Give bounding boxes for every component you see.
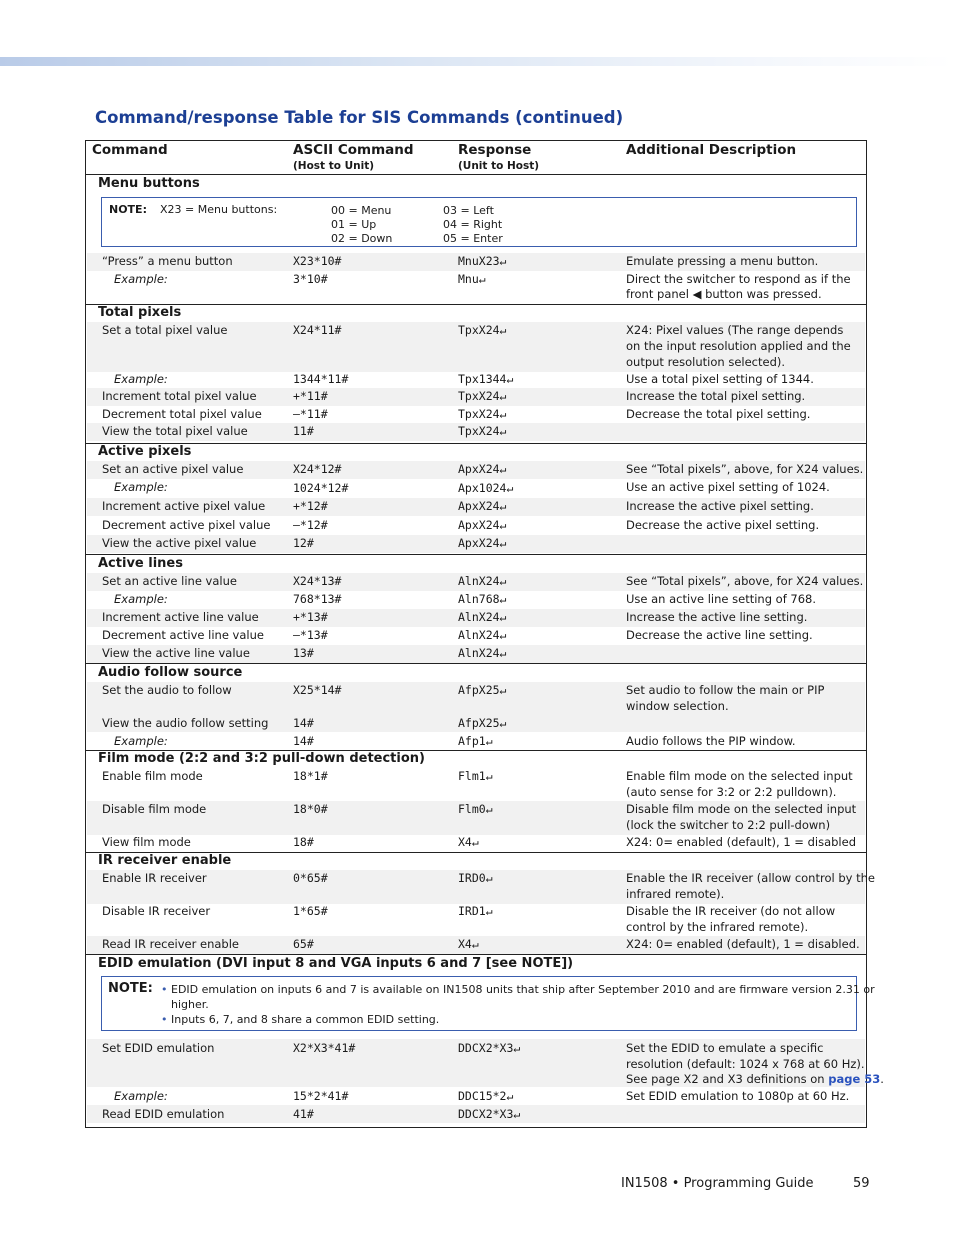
response-cell: IRD1↵ [458,904,493,918]
desc-cell: Decrease the total pixel setting. [626,407,811,421]
desc-cell: X24: 0= enabled (default), 1 = disabled. [626,937,860,951]
ascii-cell: 18*1# [293,769,328,783]
desc-cell: Decrease the active pixel setting. [626,518,820,532]
response-cell: Apx1024↵ [458,481,514,495]
response-cell: ApxX24↵ [458,536,507,550]
ascii-cell: 768*13# [293,592,342,606]
menu-option: 00 = Menu [331,204,392,217]
cmd-cell: Example: [114,372,168,386]
ascii-cell: 1*65# [293,904,328,918]
cmd-cell: View film mode [102,835,191,849]
response-cell: X4↵ [458,835,479,849]
command-table [85,140,884,1128]
col-response: Response [458,142,532,158]
response-cell: AfpX25↵ [458,683,507,697]
desc-cell: Emulate pressing a menu button. [626,254,819,268]
cmd-cell: Increment active line value [102,610,259,624]
cmd-cell: Example: [114,272,168,286]
ascii-cell: X2*X3*41# [293,1041,356,1055]
response-cell: Afp1↵ [458,734,493,748]
response-cell: MnuX23↵ [458,254,507,268]
desc-cell: Set audio to follow the main or PIP [626,683,825,697]
response-cell: AlnX24↵ [458,646,507,660]
section-title: EDID emulation (DVI input 8 and VGA inputs 6 and 7 [see NOTE]) [98,956,574,971]
section-title: Active lines [98,556,183,571]
ascii-cell: X23*10# [293,254,342,268]
cmd-cell: Read IR receiver enable [102,937,239,951]
desc-cell: Direct the switcher to respond as if the [626,272,851,286]
desc-cell: control by the infrared remote). [626,920,809,934]
desc-cell: See “Total pixels”, above, for X24 values. [626,574,864,588]
ascii-cell: 1024*12# [293,481,349,495]
ascii-cell: 15*2*41# [293,1089,349,1103]
edid-note [101,976,875,1031]
response-cell: TpxX24↵ [458,407,507,421]
ascii-cell: 12# [293,536,314,550]
col-ascii-sub: (Host to Unit) [293,160,375,172]
section-active-pixels [86,444,866,555]
response-cell: ApxX24↵ [458,499,507,513]
cmd-cell: Set EDID emulation [102,1041,215,1055]
response-cell: TpxX24↵ [458,389,507,403]
cmd-cell: Example: [114,1089,168,1103]
cmd-cell: Read EDID emulation [102,1107,225,1121]
cmd-cell: Decrement active line value [102,628,264,642]
section-total-pixels [86,305,866,444]
desc-cell: Set EDID emulation to 1080p at 60 Hz. [626,1089,850,1103]
desc-cell: Increase the total pixel setting. [626,389,806,403]
menu-option: 05 = Enter [443,232,503,245]
ascii-cell: 13# [293,646,314,660]
cmd-cell: Example: [114,734,168,748]
desc-cell: window selection. [626,699,729,713]
desc-cell: Use a total pixel setting of 1344. [626,372,814,386]
desc-cell: resolution (default: 1024 x 768 at 60 Hz). [626,1057,865,1071]
note-text: EDID emulation on inputs 6 and 7 is available on IN1508 units that ship after September 2010 and are firmware version 2.31 or [171,983,875,996]
desc-cell: Set the EDID to emulate a specific [626,1041,824,1055]
desc-cell: Disable film mode on the selected input [626,802,857,816]
ascii-cell: X24*11# [293,323,342,337]
response-cell: TpxX24↵ [458,323,507,337]
ascii-cell: 0*65# [293,871,328,885]
top-accent-bar [0,57,954,66]
ascii-cell: 18*0# [293,802,328,816]
response-cell: DDCX2*X3↵ [458,1041,521,1055]
ascii-cell: 3*10# [293,272,328,286]
bullet-icon: • [161,1013,168,1026]
note-variable: X23 = Menu buttons: [160,203,278,216]
response-cell: AlnX24↵ [458,574,507,588]
col-description: Additional Description [626,142,797,158]
response-cell: DDC15*2↵ [458,1089,514,1103]
note-label: NOTE: [108,981,153,996]
ascii-cell: X25*14# [293,683,342,697]
cmd-cell: “Press” a menu button [102,254,233,268]
cmd-cell: Set an active line value [102,574,237,588]
section-edid [86,955,884,1127]
response-cell: TpxX24↵ [458,424,507,438]
menu-option: 04 = Right [443,218,503,231]
table-header [86,141,866,175]
cmd-cell: View the active pixel value [102,536,257,550]
section-audio-follow [86,664,866,751]
section-title: Total pixels [98,305,182,320]
ascii-cell: –*12# [293,518,328,532]
menu-option: 02 = Down [331,232,393,245]
desc-cell: (lock the switcher to 2:2 pull-down) [626,818,831,832]
cmd-cell: View the total pixel value [102,424,248,438]
menu-option: 01 = Up [331,218,377,231]
response-cell: DDCX2*X3↵ [458,1107,521,1121]
ascii-cell: +*13# [293,610,328,624]
col-ascii: ASCII Command [293,142,414,158]
response-cell: Mnu↵ [458,272,486,286]
ascii-cell: 11# [293,424,314,438]
section-title: Menu buttons [98,176,200,191]
cmd-cell: View the active line value [102,646,250,660]
cmd-cell: Decrement active pixel value [102,518,271,532]
cmd-cell: Increment active pixel value [102,499,266,513]
response-cell: Flm0↵ [458,802,493,816]
response-cell: Aln768↵ [458,592,507,606]
ascii-cell: 65# [293,937,314,951]
section-menu [86,175,866,305]
desc-text: See page X2 and X3 definitions on [626,1072,825,1086]
desc-cell: on the input resolution applied and the [626,339,851,353]
desc-cell: Use an active pixel setting of 1024. [626,480,830,494]
desc-cell: Increase the active line setting. [626,610,808,624]
page-title: Command/response Table for SIS Commands (continued) [95,108,624,127]
bullet-icon: • [161,983,168,996]
desc-cell: Increase the active pixel setting. [626,499,814,513]
note-text: Inputs 6, 7, and 8 share a common EDID setting. [171,1013,440,1026]
ascii-cell: 41# [293,1107,314,1121]
desc-cell [626,1072,884,1088]
section-title: Audio follow source [98,665,243,680]
ascii-cell: +*12# [293,499,328,513]
response-cell: ApxX24↵ [458,518,507,532]
cmd-cell: View the audio follow setting [102,716,269,730]
cmd-cell: Decrement total pixel value [102,407,262,421]
response-cell: X4↵ [458,937,479,951]
cmd-cell: Disable film mode [102,802,207,816]
note-label: NOTE: [109,203,147,216]
desc-text: . [880,1072,884,1086]
cmd-cell: Set a total pixel value [102,323,228,337]
response-cell: Flm1↵ [458,769,493,783]
desc-cell: Disable the IR receiver (do not allow [626,904,836,918]
desc-cell: Enable the IR receiver (allow control by the [626,871,875,885]
ascii-cell: 14# [293,716,314,730]
cmd-cell: Disable IR receiver [102,904,211,918]
col-command: Command [92,142,168,158]
cmd-cell: Set an active pixel value [102,462,244,476]
desc-cell: Enable film mode on the selected input [626,769,853,783]
note-text: higher. [171,998,209,1011]
footer-page-number: 59 [853,1176,870,1191]
desc-cell: X24: 0= enabled (default), 1 = disabled [626,835,856,849]
ascii-cell: –*11# [293,407,328,421]
desc-cell: (auto sense for 3:2 or 2:2 pulldown). [626,785,837,799]
response-cell: Tpx1344↵ [458,372,514,386]
cmd-cell: Enable film mode [102,769,203,783]
section-title: Film mode (2:2 and 3:2 pull-down detection) [98,751,425,766]
cmd-cell: Increment total pixel value [102,389,257,403]
cmd-cell: Example: [114,480,168,494]
desc-cell: See “Total pixels”, above, for X24 values. [626,462,864,476]
response-cell: AlnX24↵ [458,610,507,624]
section-title: IR receiver enable [98,853,232,868]
response-cell: IRD0↵ [458,871,493,885]
desc-cell: Audio follows the PIP window. [626,734,796,748]
ascii-cell: –*13# [293,628,328,642]
desc-cell: output resolution selected). [626,355,786,369]
cmd-cell: Enable IR receiver [102,871,207,885]
menu-note [101,197,857,247]
section-title: Active pixels [98,444,192,459]
ascii-cell: 18# [293,835,314,849]
section-film-mode [86,751,866,853]
desc-cell: Decrease the active line setting. [626,628,813,642]
desc-cell: X24: Pixel values (The range depends [626,323,844,337]
footer-doc-title: IN1508 • Programming Guide [621,1176,814,1191]
response-cell: ApxX24↵ [458,462,507,476]
ascii-cell: X24*12# [293,462,342,476]
ascii-cell: +*11# [293,389,328,403]
response-cell: AlnX24↵ [458,628,507,642]
section-ir-receiver [86,853,875,955]
desc-cell: infrared remote). [626,887,725,901]
ascii-cell: 1344*11# [293,372,349,386]
response-cell: AfpX25↵ [458,716,507,730]
cmd-cell: Example: [114,592,168,606]
col-response-sub: (Unit to Host) [458,160,540,172]
ascii-cell: 14# [293,734,314,748]
desc-cell: Use an active line setting of 768. [626,592,817,606]
cmd-cell: Set the audio to follow [102,683,232,697]
desc-cell: front panel ◀ button was pressed. [626,287,822,301]
section-active-lines [86,555,866,664]
ascii-cell: X24*13# [293,574,342,588]
menu-option: 03 = Left [443,204,494,217]
page-53-link[interactable]: page 53 [828,1072,881,1086]
